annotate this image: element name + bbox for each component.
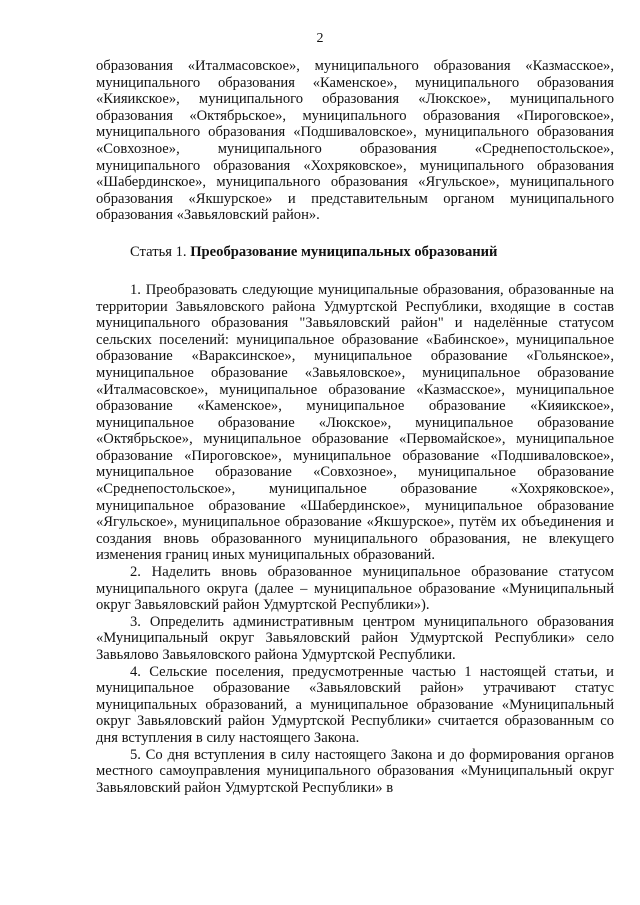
paragraph-4: 4. Сельские поселения, предусмотренные частью 1 настоящей статьи, и муниципальное образование «Завьяловский район» утрачивают статус муниципальных образований, а муниципальное образование «Муниципальный округ Завьяловский район Удмуртской Республики» считается образованным со дня вступления в силу настоящего Закона. — [96, 663, 614, 746]
article-heading — [96, 244, 614, 261]
paragraph-5: 5. Со дня вступления в силу настоящего Закона и до формирования органов местного самоуправления муниципального образования «Муниципальный округ Завьяловский район Удмуртской Республики» в — [96, 746, 614, 796]
paragraph-3: 3. Определить административным центром муниципального образования «Муниципальный округ Завьяловский район Удмуртской Республики» село Завьялово Завьяловского района Удмуртской Республики. — [96, 613, 614, 663]
page-number: 2 — [316, 31, 324, 46]
article-title: Преобразование муниципальных образований — [190, 243, 498, 260]
intro-paragraph: образования «Италмасовское», муниципального образования «Казмасское», муниципального образования «Каменское», муниципального образования «Кияикское», муниципального образования «Люкское», муниципального образования «Октябрьское», муниципального образования «Пироговское», муниципального образования «Подшиваловское», муниципального образования «Совхозное», муниципального образования «Среднепостольское», муниципального образования «Хохряковское», муниципального образования «Шабердинское», муниципального образования «Ягульское», муниципального образования «Якшурское» и представительным органом муниципального образования «Завьяловский район». — [96, 58, 614, 224]
paragraph-1: 1. Преобразовать следующие муниципальные образования, образованные на территории Завьяловского района Удмуртской Республики, входящие в состав муниципального образования "Завьяловский район" и наделённые статусом сельских поселений: муниципальное образование «Бабинское», муниципальное образование «Вараксинское», муниципальное образование «Гольянское», муниципальное образование «Завьяловское», муниципальное образование «Италмасовское», муниципальное образование «Казмасское», муниципальное образование «Каменское», муниципальное образование «Кияикское», муниципальное образование «Люкское», муниципальное образование «Октябрьское», муниципальное образование «Первомайское», муниципальное образование «Пироговское», муниципальное образование «Подшиваловское», муниципальное образование «Совхозное», муниципальное образование «Среднепостольское», муниципальное образование «Хохряковское», муниципальное образование «Шабердинское», муниципальное образование «Ягульское», муниципальное образование «Якшурское», путём их объединения и создания вновь образованного муниципального образования, не влекущего изменения границ иных муниципальных образований. — [96, 281, 614, 564]
document-body — [96, 58, 614, 796]
article-label: Статья 1. — [130, 243, 187, 260]
paragraph-2: 2. Наделить вновь образованное муниципальное образование статусом муниципального округа (далее – муниципальное образование «Муниципальный округ Завьяловский район Удмуртской Республики»). — [96, 564, 614, 614]
